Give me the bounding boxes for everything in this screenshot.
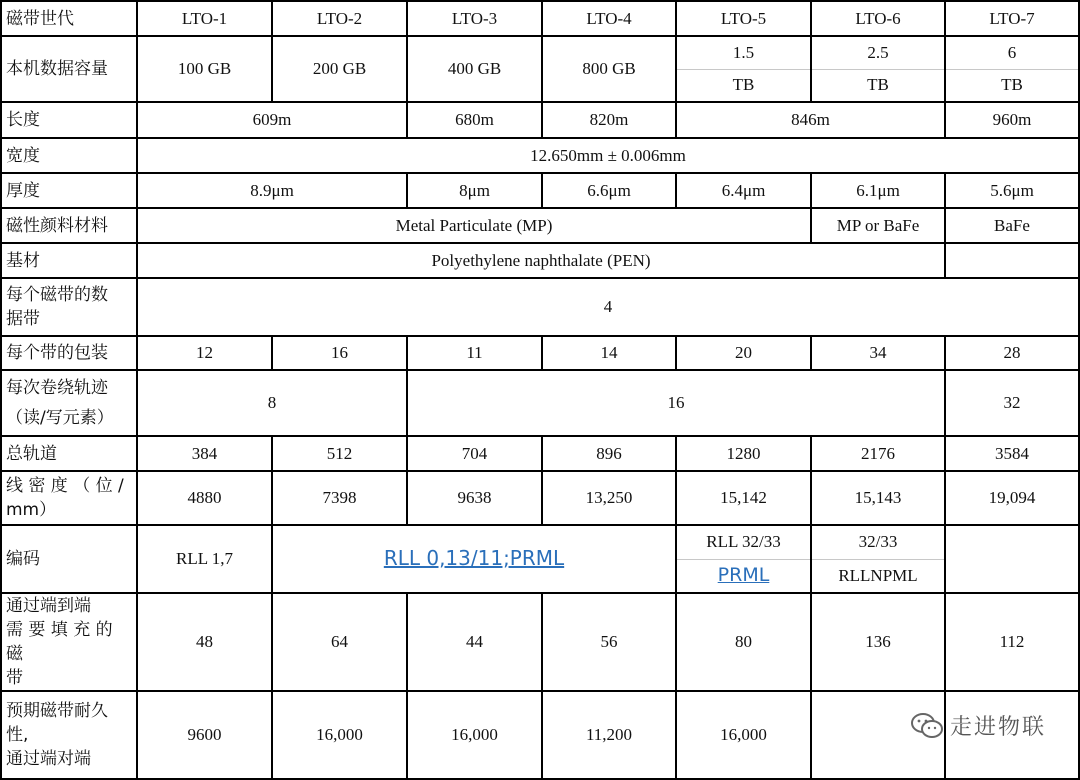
row-label: 磁性颜料材料: [1, 208, 137, 243]
cell: 16: [407, 370, 945, 436]
cell: MP or BaFe: [811, 208, 945, 243]
cell: LTO-3: [407, 1, 542, 36]
cell: 2.5: [811, 36, 945, 69]
watermark-text: 走进物联: [949, 715, 1046, 740]
cell: RLLNPML: [811, 559, 945, 593]
row-label-line: 带: [6, 668, 23, 688]
cell: 846m: [676, 102, 945, 138]
cell: 6.4μm: [676, 173, 811, 208]
cell: 680m: [407, 102, 542, 138]
row-label: [1, 278, 137, 336]
cell: LTO-2: [272, 1, 407, 36]
row-label-line: 每个磁带的数: [6, 285, 108, 305]
cell: 12: [137, 336, 272, 370]
row-label-line: 性,: [6, 725, 29, 745]
cell: 2176: [811, 436, 945, 471]
row-label: 本机数据容量: [1, 36, 137, 102]
cell: 32: [945, 370, 1079, 436]
cell: 8μm: [407, 173, 542, 208]
cell: 100 GB: [137, 36, 272, 102]
row-linear-density: [1, 471, 1079, 525]
row-label-line: 通过端到端: [6, 596, 91, 616]
cell: Metal Particulate (MP): [137, 208, 811, 243]
cell: LTO-4: [542, 1, 676, 36]
cell: [272, 525, 676, 593]
row-label: [1, 691, 137, 779]
cell: [945, 525, 1079, 593]
row-label: [1, 593, 137, 691]
cell: 4: [137, 278, 1079, 336]
cell: 48: [137, 593, 272, 691]
cell: 56: [542, 593, 676, 691]
row-total-tracks: [1, 436, 1079, 471]
cell: 16,000: [272, 691, 407, 779]
cell: 14: [542, 336, 676, 370]
row-thickness: [1, 173, 1079, 208]
cell: 609m: [137, 102, 407, 138]
cell: 15,142: [676, 471, 811, 525]
cell: 11: [407, 336, 542, 370]
cell: 15,143: [811, 471, 945, 525]
cell: 112: [945, 593, 1079, 691]
cell: 384: [137, 436, 272, 471]
cell: 13,250: [542, 471, 676, 525]
cell: 8: [137, 370, 407, 436]
cell: [676, 559, 811, 593]
cell: 6.6μm: [542, 173, 676, 208]
cell: 11,200: [542, 691, 676, 779]
cell: 16,000: [676, 691, 811, 779]
row-bands: [1, 278, 1079, 336]
cell: 19,094: [945, 471, 1079, 525]
row-label-line: 需 要 填 充 的 磁: [6, 620, 113, 664]
row-label-line: 预期磁带耐久: [6, 701, 108, 721]
encoding-link[interactable]: RLL 0,13/11;PRML: [383, 546, 565, 570]
cell: 512: [272, 436, 407, 471]
row-label: 厚度: [1, 173, 137, 208]
row-label: [1, 370, 137, 436]
row-label: 宽度: [1, 138, 137, 173]
row-label: 编码: [1, 525, 137, 593]
row-magnetic: [1, 208, 1079, 243]
cell: 44: [407, 593, 542, 691]
cell: LTO-6: [811, 1, 945, 36]
watermark: [910, 710, 1046, 741]
cell: 400 GB: [407, 36, 542, 102]
row-label-line: 据带: [6, 309, 40, 329]
cell: TB: [676, 69, 811, 102]
cell: 16,000: [407, 691, 542, 779]
row-generation: [1, 1, 1079, 36]
wechat-icon: [910, 712, 944, 740]
row-wraps: [1, 336, 1079, 370]
row-label: 基材: [1, 243, 137, 278]
row-label: 长度: [1, 102, 137, 138]
cell: 20: [676, 336, 811, 370]
cell: 896: [542, 436, 676, 471]
cell: 28: [945, 336, 1079, 370]
cell: 1.5: [676, 36, 811, 69]
cell: 1280: [676, 436, 811, 471]
cell: 34: [811, 336, 945, 370]
cell: 3584: [945, 436, 1079, 471]
row-label-line: 线 密 度 （ 位 /: [6, 476, 124, 496]
row-encoding: [1, 525, 1079, 559]
cell: LTO-7: [945, 1, 1079, 36]
prml-link[interactable]: PRML: [717, 564, 770, 587]
cell: 960m: [945, 102, 1079, 138]
cell: 80: [676, 593, 811, 691]
cell: BaFe: [945, 208, 1079, 243]
cell: 4880: [137, 471, 272, 525]
cell: 32/33: [811, 525, 945, 559]
cell: RLL 1,7: [137, 525, 272, 593]
row-label-line: 每次卷绕轨迹: [6, 378, 108, 398]
cell: TB: [811, 69, 945, 102]
cell: 64: [272, 593, 407, 691]
cell: TB: [945, 69, 1079, 102]
cell: Polyethylene naphthalate (PEN): [137, 243, 945, 278]
cell: 704: [407, 436, 542, 471]
cell: 800 GB: [542, 36, 676, 102]
row-label: [1, 471, 137, 525]
cell: LTO-1: [137, 1, 272, 36]
cell: 820m: [542, 102, 676, 138]
row-label-line: 通过端对端: [6, 749, 91, 769]
cell: RLL 32/33: [676, 525, 811, 559]
cell: 16: [272, 336, 407, 370]
cell: [945, 243, 1079, 278]
cell: 8.9μm: [137, 173, 407, 208]
cell: 5.6μm: [945, 173, 1079, 208]
row-capacity: [1, 36, 1079, 69]
cell: 9638: [407, 471, 542, 525]
row-label-line: mm）: [6, 500, 57, 520]
row-length: [1, 102, 1079, 138]
cell: 6.1μm: [811, 173, 945, 208]
cell: 200 GB: [272, 36, 407, 102]
cell: 7398: [272, 471, 407, 525]
cell: 12.650mm ± 0.006mm: [137, 138, 1079, 173]
cell: LTO-5: [676, 1, 811, 36]
row-label: 总轨道: [1, 436, 137, 471]
cell: 136: [811, 593, 945, 691]
cell: 6: [945, 36, 1079, 69]
row-substrate: [1, 243, 1079, 278]
row-label-line: （读/写元素）: [6, 408, 114, 428]
row-end-to-end: [1, 593, 1079, 691]
row-label: 每个带的包装: [1, 336, 137, 370]
row-tracks-per-pass: [1, 370, 1079, 436]
row-label: 磁带世代: [1, 1, 137, 36]
cell: 9600: [137, 691, 272, 779]
row-width: [1, 138, 1079, 173]
